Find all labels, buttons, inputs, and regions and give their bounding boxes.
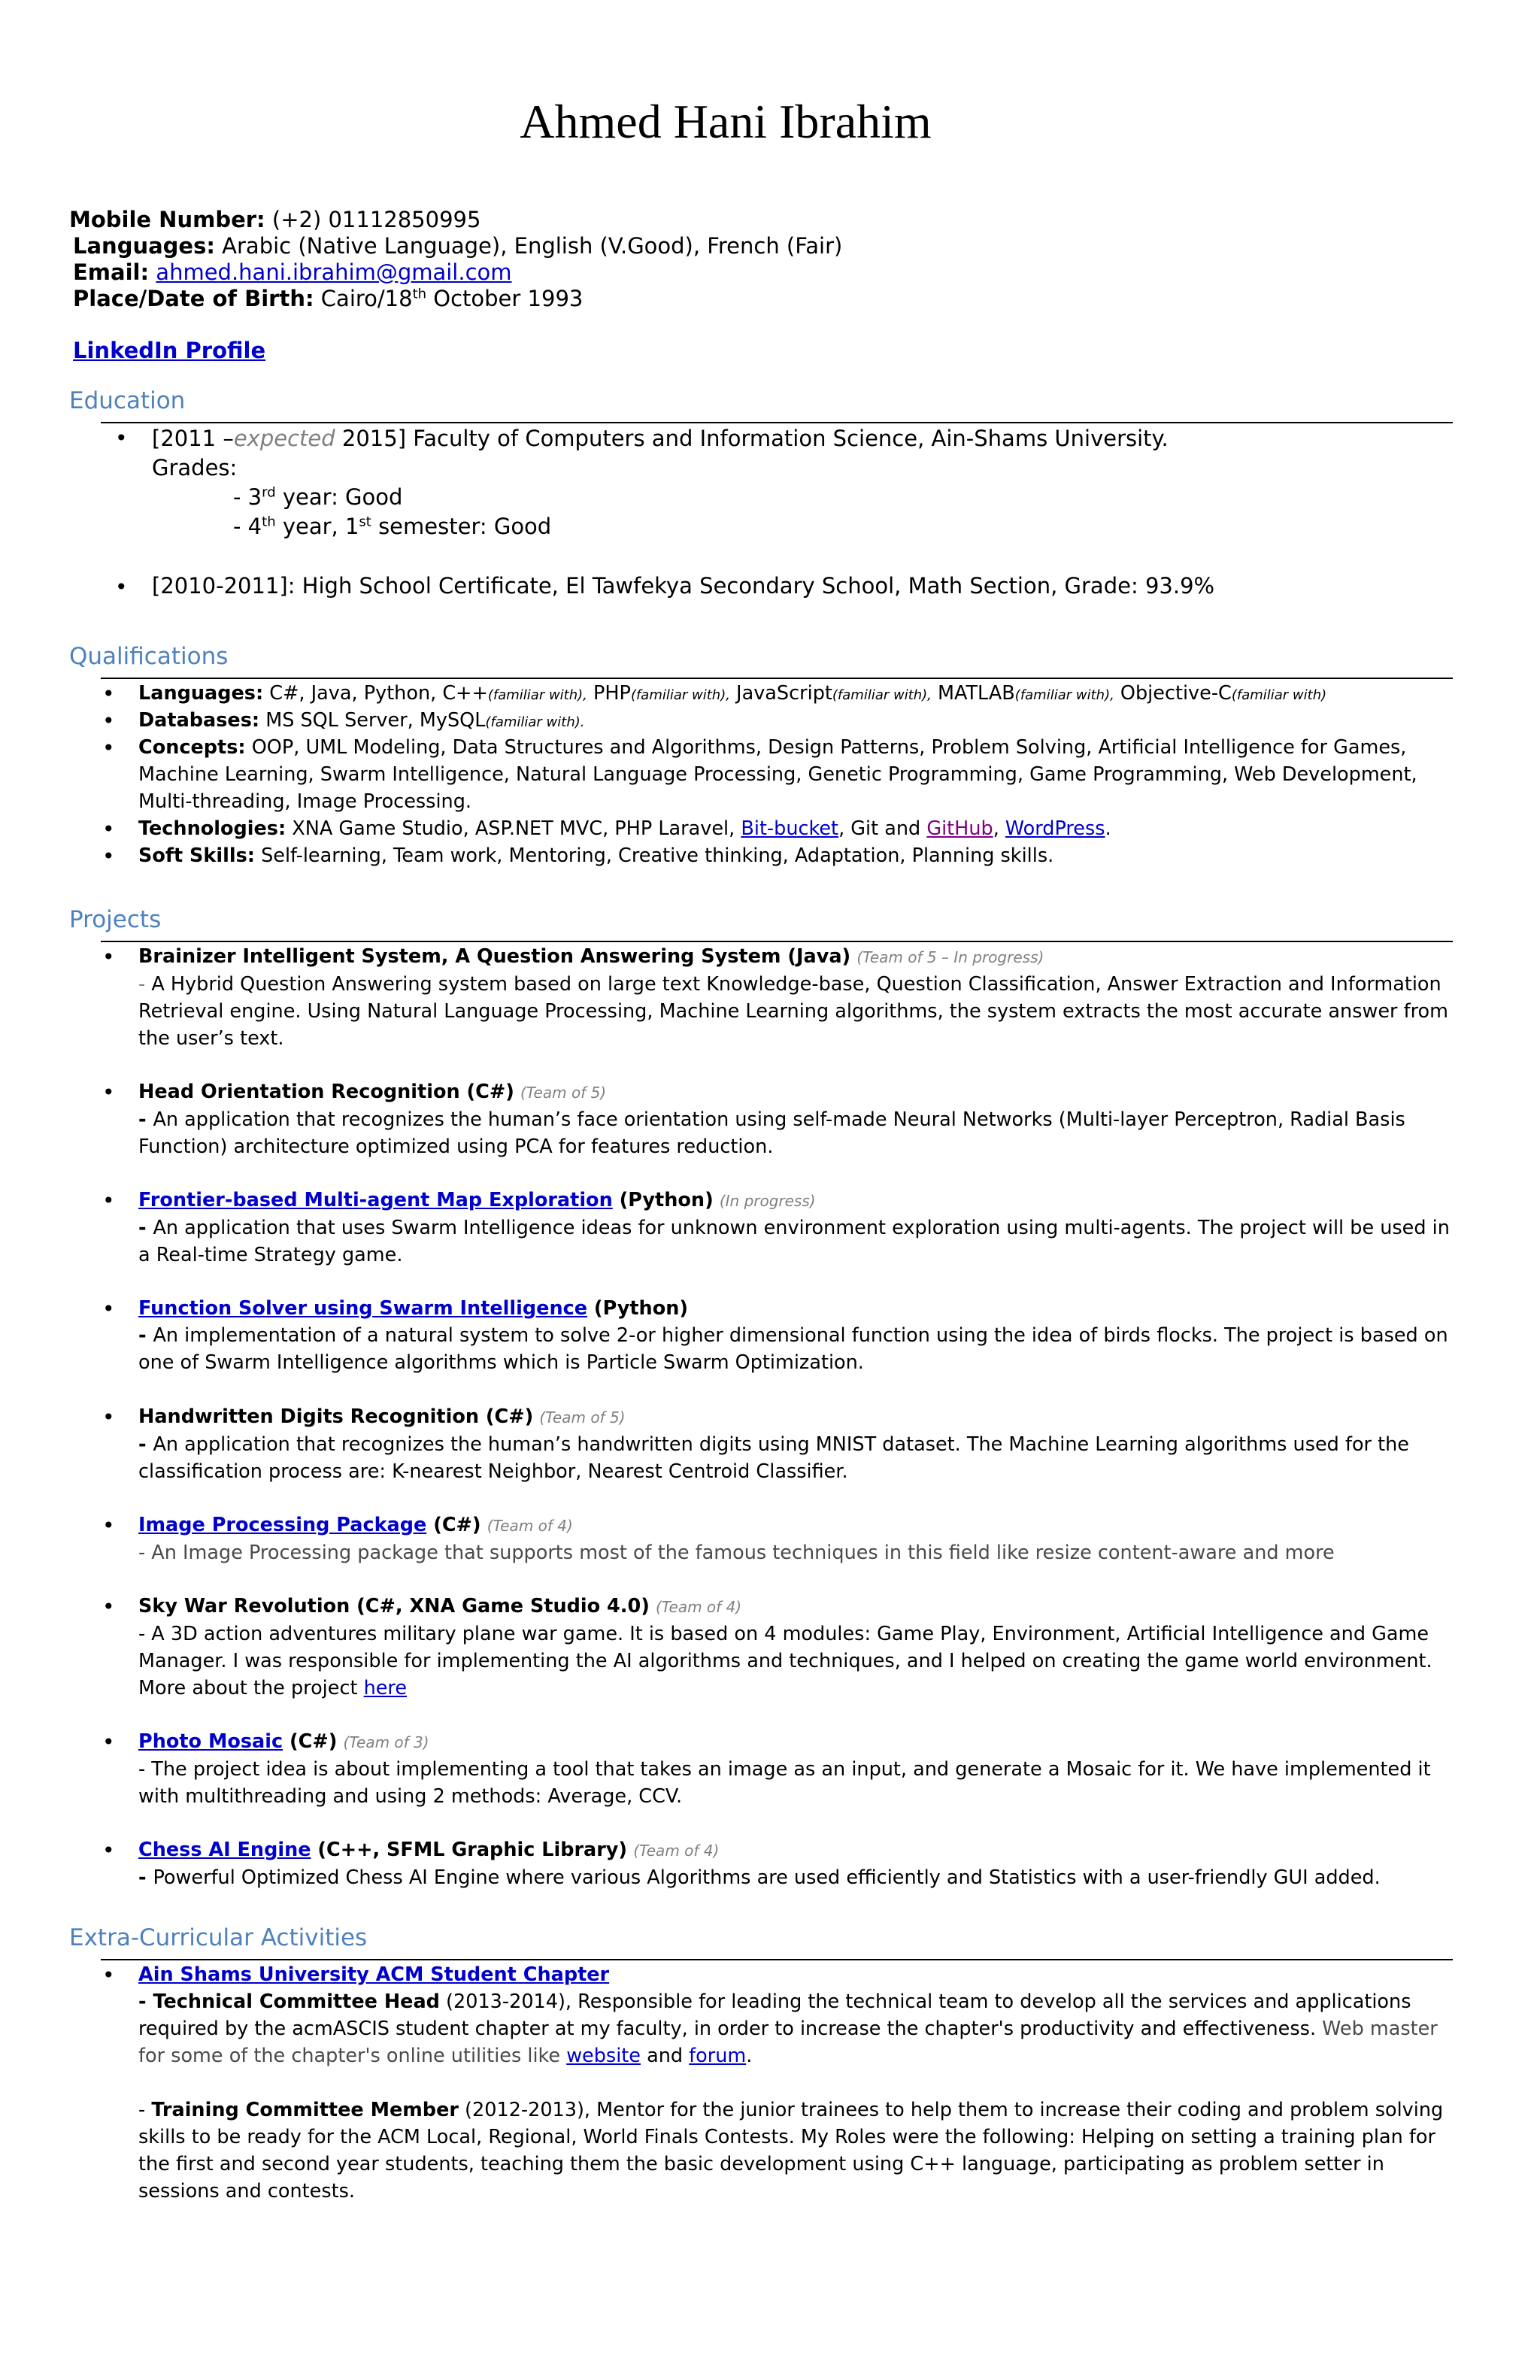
bullet-icon: • [102,1080,115,1105]
project-title: Handwritten Digits Recognition (C#) [138,1405,534,1428]
dash: - [138,973,152,996]
role-title: - Technical Committee Head [138,1990,440,2013]
bullet-icon: • [102,1594,115,1619]
project-sky-war [138,1593,1462,1702]
resume-name: Ahmed Hani Ibrahim [520,95,932,148]
role-description: (2013-2014), Responsible for leading the technical team to develop all the services and applications required by the acmASCIS student chapter at my faculty, in order to increase the chapter's productivity and effectiveness. [138,1990,1411,2040]
period: . [1105,817,1111,840]
grade2-c: semester: Good [371,514,552,539]
project-description: - A 3D action adventures military plane war game. It is based on 4 modules: Game Play, Environment, Artificial Intelligence and Game Manager. I was responsible for implementing the AI algorithms and techniques, and I helped on creating the game world environment. More about the project [138,1623,1432,1699]
and-text: and [640,2045,690,2067]
email-link[interactable]: ahmed.hani.ibrahim@gmail.com [156,259,512,285]
qual-languages-main: C#, Java, Python, C++ [263,682,488,705]
project-title-link[interactable]: Function Solver using Swarm Intelligence [138,1297,588,1320]
qual-soft-value: Self-learning, Team work, Mentoring, Creative thinking, Adaptation, Planning skills. [254,844,1054,867]
bullet-icon: • [102,1296,115,1321]
edu-university: 2015] Faculty of Computers and Information Science, Ain-Shams University. [335,426,1169,451]
familiar-note: (familiar with). [485,714,585,730]
qual-js: JavaScript [729,682,832,705]
team-note: (Team of 4) [487,1517,573,1535]
languages-row [69,233,842,259]
bullet-icon: • [102,1188,115,1213]
grades-label: Grades: [152,455,238,481]
progress-note: (In progress) [719,1192,816,1210]
mobile-value: (+2) 01112850995 [271,207,481,232]
forum-link[interactable]: forum [689,2045,747,2067]
team-note: (Team of 5) [539,1408,626,1426]
role-title: Training Committee Member [151,2099,459,2121]
qual-languages [138,680,1462,709]
project-description: - The project idea is about implementing a tool that takes an image as an input, and generate a Mosaic for it. We have implemented it with multithreading and using 2 methods: Average, CCV. [138,1758,1431,1808]
project-description: An implementation of a natural system to solve 2-or higher dimensional function using the idea of birds flocks. The project is based on one of Swarm Intelligence algorithms which is Particle Swarm Optimization. [138,1324,1448,1374]
education-item-university [152,424,1169,453]
education-title: Education [69,387,186,414]
webmaster-text: Web master for some of the chapter's online utilities like [138,2018,1438,2067]
projects-title: Projects [69,906,162,933]
birth-sup: th [412,286,427,302]
mobile-row [69,207,842,233]
qual-databases-value: MS SQL Server, MySQL [259,709,486,732]
familiar-note: (familiar with) [1231,687,1327,703]
project-lang: (Python) [612,1189,714,1211]
contact-info [69,207,842,312]
bullet-icon: • [102,1838,115,1863]
bullet-icon: • [102,1405,115,1430]
qual-concepts [138,734,1462,815]
project-head-orientation [138,1078,1462,1160]
team-note: (Team of 3) [343,1733,429,1751]
project-lang: (C#) [283,1730,338,1753]
project-title: Sky War Revolution (C#, XNA Game Studio 4.0) [138,1595,650,1617]
here-link[interactable]: here [363,1677,408,1699]
project-title-link[interactable]: Frontier-based Multi-agent Map Exploration [138,1189,613,1211]
project-lang: (Python) [587,1297,689,1320]
education-divider [101,422,1453,423]
linkedin-row [73,337,265,364]
qual-technologies-value: XNA Game Studio, ASP.NET MVC, PHP Laravel, [286,817,741,840]
role-description: (2012-2013), Mentor for the junior trainees to help them to increase their coding and problem solving skills to be ready for the ACM Local, Regional, World Finals Contests. My Roles were the following: Helping on setting a training plan for the first and second year students, teaching them the basic development using C++ language, participating as problem setter in sessions and contests. [138,2099,1444,2203]
qual-concepts-label: Concepts: [138,736,246,759]
qual-languages-label: Languages: [138,682,264,705]
team-note: (Team of 4) [633,1842,720,1860]
bullet-icon: • [102,1963,115,1987]
familiar-note: (familiar with), [487,687,587,703]
education-item-highschool: [2010-2011]: High School Certificate, El Tawfekya Secondary School, Math Section, Grade: 93.9% [152,573,1215,599]
project-title-link[interactable]: Image Processing Package [138,1514,427,1536]
git-and: , Git and [838,817,927,840]
bullet-icon: • [115,426,128,450]
birth-label: Place/Date of Birth: [73,286,314,311]
project-image-processing [138,1511,1462,1566]
email-label: Email: [73,259,150,285]
period: . [746,2045,753,2067]
familiar-note: (familiar with), [1014,687,1114,703]
grade2-b: year, 1 [275,514,359,539]
activity-training [138,2097,1462,2205]
project-function-solver [138,1295,1462,1376]
grade1-sup: rd [262,484,276,501]
grade2-sup: th [262,514,276,530]
project-description: - An Image Processing package that supports most of the famous techniques in this field like resize content-aware and more [138,1542,1335,1564]
dash: - [138,1217,153,1239]
project-map-exploration [138,1187,1462,1269]
dash: - [138,2099,152,2121]
project-description: A Hybrid Question Answering system based on large text Knowledge-base, Question Classification, Answer Extraction and Information Retrieval engine. Using Natural Language Processing, Machine Learning algorithms, the system extracts the most accurate answer from the user’s text. [138,973,1448,1050]
bullet-icon: • [102,1513,115,1538]
project-title: Brainizer Intelligent System, A Question Answering System (Java) [138,945,851,968]
dash: - [138,1866,153,1889]
bullet-icon: • [102,1730,115,1754]
familiar-note: (familiar with), [630,687,730,703]
activities-title: Extra-Curricular Activities [69,1924,368,1951]
qual-concepts-value: OOP, UML Modeling, Data Structures and Algorithms, Design Patterns, Problem Solving, Artificial Intelligence for Games, Machine Learning, Swarm Intelligence, Natural Language Processing, Genetic Programming, Game Programming, Web Development, Multi-threading, Image Processing. [138,736,1417,813]
projects-divider [101,941,1453,942]
birth-row [69,286,842,312]
qualifications-divider [101,678,1453,679]
grade-3rd-year [233,483,402,512]
project-title-link[interactable]: Photo Mosaic [138,1730,283,1753]
project-chess-ai [138,1836,1462,1891]
qual-objc: Objective-C [1114,682,1232,705]
github-link[interactable]: GitHub [926,817,993,840]
qual-soft-skills [138,842,1462,869]
comma: , [993,817,1005,840]
grade-4th-year [233,512,551,541]
grade1-b: year: Good [275,484,403,510]
team-note: (Team of 4) [655,1598,742,1616]
acm-chapter-link[interactable]: Ain Shams University ACM Student Chapter [138,1963,610,1986]
project-title-link[interactable]: Chess AI Engine [138,1839,311,1861]
bullet-icon: • [102,944,115,969]
qual-soft-label: Soft Skills: [138,844,255,867]
activities-divider [101,1959,1453,1960]
qual-php: PHP [587,682,631,705]
project-handwritten-digits [138,1403,1462,1485]
languages-value: Arabic (Native Language), English (V.Good), French (Fair) [222,233,843,259]
expected-note: expected [233,426,335,451]
birth-value-rest: October 1993 [426,286,584,311]
project-photo-mosaic [138,1728,1462,1810]
edu-date-start: [2011 – [152,426,234,451]
linkedin-link[interactable]: LinkedIn Profile [73,338,266,363]
familiar-note: (familiar with), [832,687,932,703]
dash: - [138,1324,153,1347]
bullet-icon: • [102,844,115,869]
project-lang: (C++, SFML Graphic Library) [311,1839,628,1861]
bullet-icon: • [102,681,115,706]
bullet-icon: • [102,817,115,841]
wordpress-link[interactable]: WordPress [1005,817,1105,840]
qualifications-title: Qualifications [69,643,229,670]
mobile-label: Mobile Number: [69,207,265,232]
project-brainizer [138,943,1462,1052]
dash: - [138,1433,153,1456]
qual-matlab: MATLAB [931,682,1015,705]
grade1-a: - 3 [233,484,262,510]
grade2-a: - 4 [233,514,262,539]
project-description: An application that recognizes the human’s face orientation using self-made Neural Networks (Multi-layer Perceptron, Radial Basis Function) architecture optimized using PCA for features reduction. [138,1108,1405,1158]
email-row [69,259,842,286]
project-description: An application that recognizes the human’s handwritten digits using MNIST dataset. The Machine Learning algorithms used for the classification process are: K-nearest Neighbor, Nearest Centroid Classifier. [138,1433,1409,1483]
activity-acm [138,1961,1462,2069]
birth-value: Cairo/18 [320,286,413,311]
team-note: (Team of 5 – In progress) [856,948,1044,966]
qual-databases-label: Databases: [138,709,260,732]
website-link[interactable]: website [566,2045,641,2067]
project-title: Head Orientation Recognition (C#) [138,1081,514,1103]
qual-technologies [138,815,1462,842]
project-description: Powerful Optimized Chess AI Engine where various Algorithms are used efficiently and Statistics with a user-friendly GUI added. [153,1866,1381,1889]
grade2-sup2: st [359,514,371,530]
languages-label: Languages: [73,233,215,259]
bitbucket-link[interactable]: Bit-bucket [741,817,839,840]
team-note: (Team of 5) [520,1084,607,1102]
bullet-icon: • [102,708,115,733]
project-description: An application that uses Swarm Intelligence ideas for unknown environment exploration using multi-agents. The project will be used in a Real-time Strategy game. [138,1217,1450,1266]
qual-databases [138,707,1462,736]
qual-technologies-label: Technologies: [138,817,286,840]
dash: - [138,1108,153,1131]
bullet-icon: • [102,735,115,760]
bullet-icon: • [115,575,128,599]
project-lang: (C#) [426,1514,481,1536]
